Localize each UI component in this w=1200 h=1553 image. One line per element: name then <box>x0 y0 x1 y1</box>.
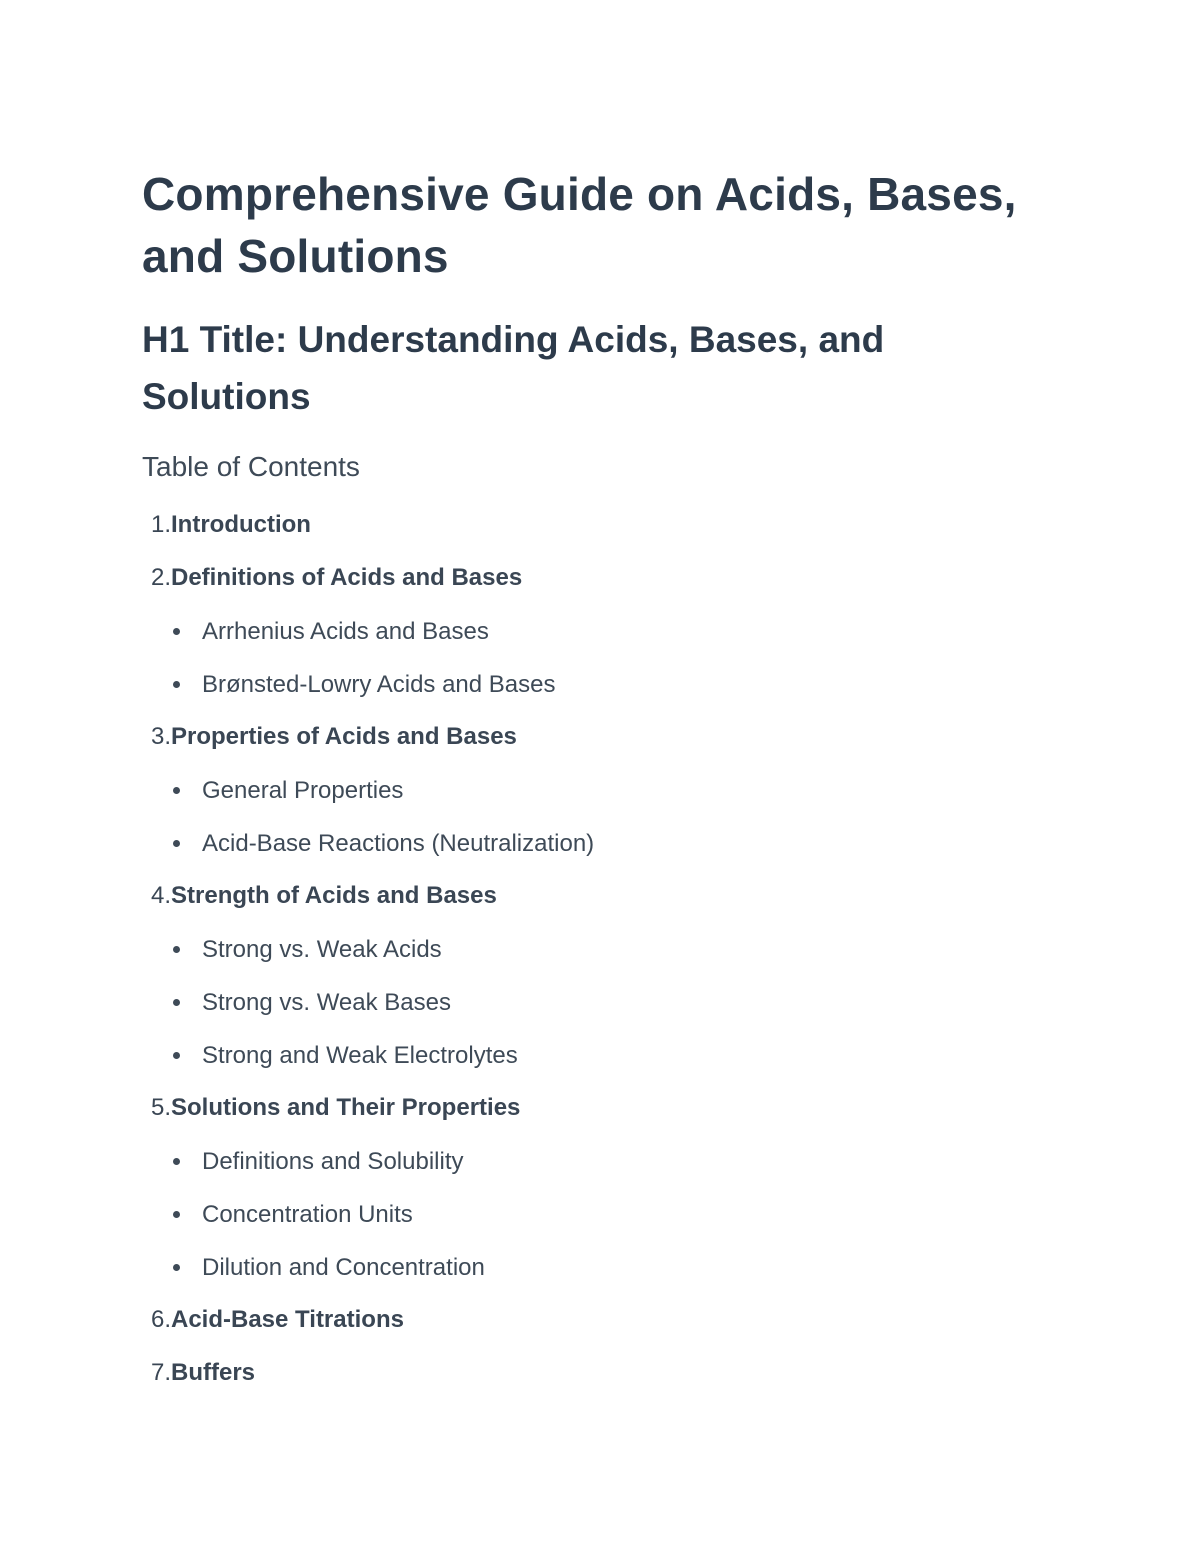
bullet-icon <box>173 999 180 1006</box>
toc-label: Strength of Acids and Bases <box>171 882 497 909</box>
document-title: Comprehensive Guide on Acids, Bases, and Solutions <box>142 168 1017 282</box>
toc-entry <box>142 717 1042 770</box>
toc-label: Solutions and Their Properties <box>171 1094 521 1121</box>
toc-item <box>142 876 1042 1082</box>
toc-entry <box>142 558 1042 611</box>
toc-label: Definitions of Acids and Bases <box>171 564 523 591</box>
toc-entry <box>142 876 1042 929</box>
bullet-icon <box>173 1158 180 1165</box>
table-of-contents <box>142 505 1042 1406</box>
toc-sublist <box>142 923 1042 1082</box>
toc-subitem-label: Strong and Weak Electrolytes <box>202 1041 518 1069</box>
toc-item <box>142 558 1042 711</box>
toc-subitem-label: Brønsted-Lowry Acids and Bases <box>202 670 556 698</box>
toc-subitem <box>142 764 1042 817</box>
toc-item <box>142 717 1042 870</box>
toc-number: 7. <box>150 1359 171 1386</box>
toc-subitem <box>142 1241 1042 1294</box>
toc-label: Buffers <box>171 1359 256 1386</box>
toc-label: Properties of Acids and Bases <box>171 723 517 750</box>
toc-subitem-label: Definitions and Solubility <box>202 1147 464 1175</box>
toc-subitem-label: Strong vs. Weak Bases <box>202 988 451 1016</box>
toc-subitem <box>142 976 1042 1029</box>
toc-item <box>142 1088 1042 1294</box>
toc-item <box>142 1353 1042 1406</box>
toc-label: Introduction <box>171 511 311 538</box>
toc-number: 5. <box>150 1094 171 1121</box>
toc-subitem <box>142 923 1042 976</box>
bullet-icon <box>173 1264 180 1271</box>
toc-subitem <box>142 1135 1042 1188</box>
toc-entry <box>142 1353 1042 1406</box>
bullet-icon <box>173 946 180 953</box>
toc-sublist <box>142 605 1042 711</box>
toc-subitem-label: Acid-Base Reactions (Neutralization) <box>202 829 595 857</box>
bullet-icon <box>173 840 180 847</box>
toc-subitem <box>142 1188 1042 1241</box>
toc-heading: Table of Contents <box>142 451 360 482</box>
toc-entry <box>142 505 1042 558</box>
bullet-icon <box>173 787 180 794</box>
toc-number: 2. <box>150 564 171 591</box>
toc-entry <box>142 1300 1042 1353</box>
toc-subitem <box>142 817 1042 870</box>
bullet-icon <box>173 1211 180 1218</box>
toc-number: 3. <box>150 723 171 750</box>
toc-subitem-label: General Properties <box>202 776 404 804</box>
bullet-icon <box>173 1052 180 1059</box>
toc-label: Acid-Base Titrations <box>171 1306 404 1333</box>
toc-item <box>142 505 1042 558</box>
toc-number: 4. <box>150 882 171 909</box>
toc-sublist <box>142 764 1042 870</box>
toc-subitem <box>142 658 1042 711</box>
toc-subitem <box>142 605 1042 658</box>
bullet-icon <box>173 628 180 635</box>
toc-item <box>142 1300 1042 1353</box>
toc-entry <box>142 1088 1042 1141</box>
bullet-icon <box>173 681 180 688</box>
toc-subitem-label: Concentration Units <box>202 1200 413 1228</box>
toc-subitem-label: Dilution and Concentration <box>202 1253 485 1281</box>
toc-subitem-label: Strong vs. Weak Acids <box>202 935 442 963</box>
toc-number: 1. <box>150 511 171 538</box>
toc-number: 6. <box>150 1306 171 1333</box>
toc-subitem <box>142 1029 1042 1082</box>
toc-sublist <box>142 1135 1042 1294</box>
h1-title: H1 Title: Understanding Acids, Bases, and Solutions <box>142 319 885 417</box>
toc-subitem-label: Arrhenius Acids and Bases <box>202 617 489 645</box>
